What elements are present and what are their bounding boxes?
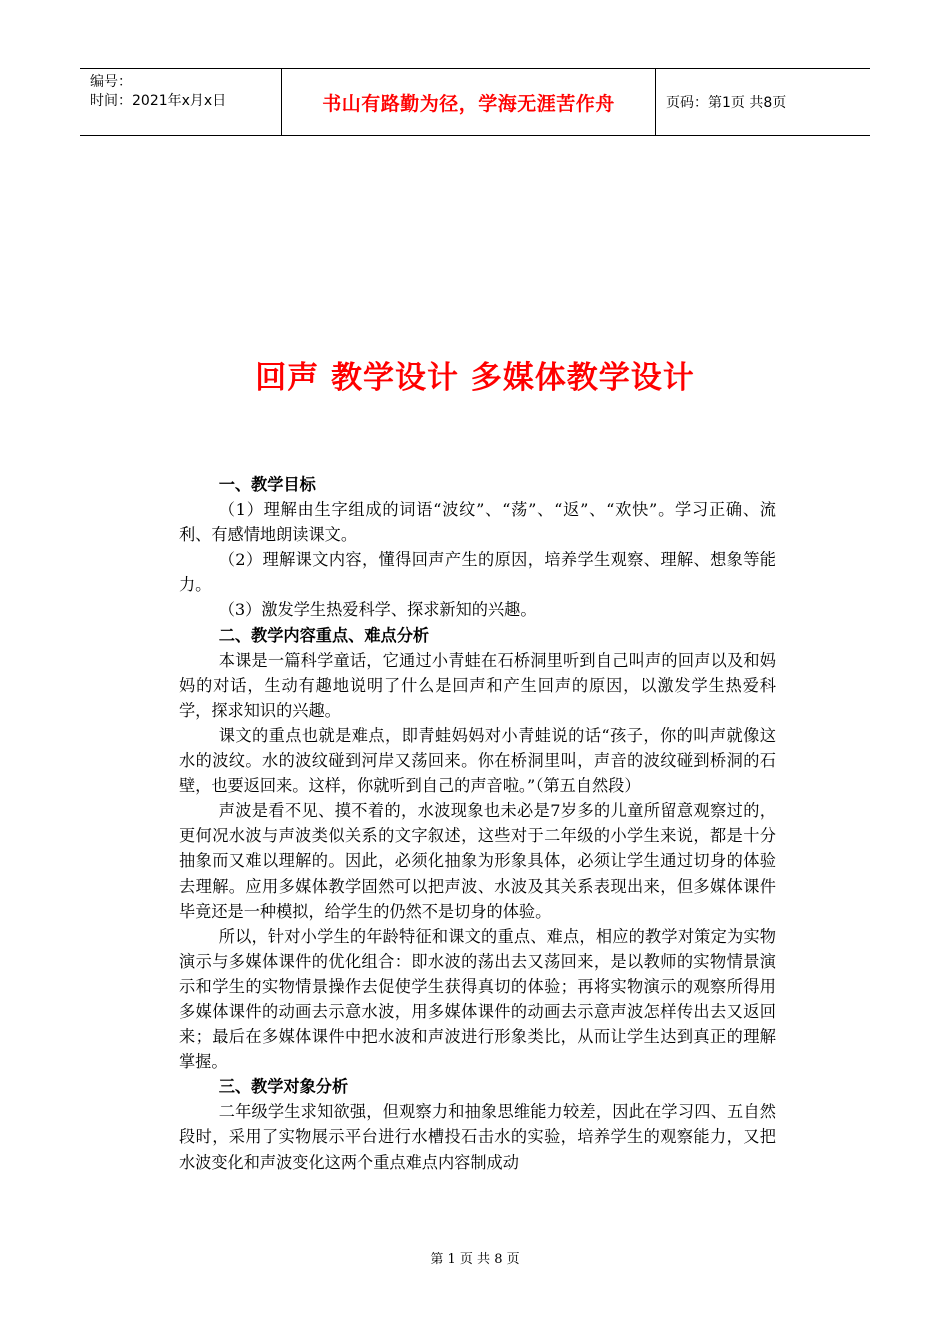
section-heading-audience: 三、教学对象分析 [218, 1077, 349, 1097]
paragraph: 声波是看不见、摸不着的，水波现象也未必是7岁多的儿童所留意观察过的，更何况水波与声波类似关系的文字叙述，这些对于二年级的小学生来说，都是十分抽象而又难以理解的。因此，必须化抽象为形象具体，必须让学生通过切身的体验去理解。应用多媒体教学固然可以把声波、水波及其关系表现出来，但多媒体课件毕竟还是一种模拟，给学生的仍然不是切身的体验。 [179, 801, 776, 921]
paragraph: 课文的重点也就是难点，即青蛙妈妈对小青蛙说的话“孩子，你的叫声就像这水的波纹。水的波纹碰到河岸又荡回来。你在桥洞里叫，声音的波纹碰到桥洞的石壁，也要返回来。这样，你就听到自己的声音啦。”（第五自然段） [179, 725, 776, 796]
header-meta [80, 69, 282, 135]
document-body [179, 472, 776, 1175]
page-header [80, 68, 870, 136]
header-page-info: 页码：第1页 共8页 [666, 95, 787, 111]
paragraph: 所以，针对小学生的年龄特征和课文的重点、难点，相应的教学对策定为实物演示与多媒体课件的优化组合：即水波的荡出去又荡回来，是以教师的实物情景演示和学生的实物情景操作去促使学生获得真切的体验；再将实物演示的观察所得用多媒体课件的动画去示意水波，用多媒体课件的动画去示意声波怎样传出去又返回来；最后在多媒体课件中把水波和声波进行形象类比，从而让学生达到真正的理解掌握。 [179, 926, 776, 1072]
paragraph: 二年级学生求知欲强，但观察力和抽象思维能力较差，因此在学习四、五自然段时，采用了实物展示平台进行水槽投石击水的实验，培养学生的观察能力，又把水波变化和声波变化这两个重点难点内容制成动 [179, 1102, 776, 1172]
section-heading-key-points: 二、教学内容重点、难点分析 [218, 625, 430, 645]
paragraph: 本课是一篇科学童话，它通过小青蛙在石桥洞里听到自己叫声的回声以及和妈妈的对话，生动有趣地说明了什么是回声和产生回声的原因，以激发学生热爱科学，探求知识的兴趣。 [179, 650, 776, 720]
section-heading-objectives: 一、教学目标 [218, 475, 316, 494]
header-motto: 书山有路勤为径，学海无涯苦作舟 [282, 69, 656, 135]
paragraph: （2）理解课文内容，懂得回声产生的原因，培养学生观察、理解、想象等能力。 [179, 550, 776, 595]
number-label: 编号： [90, 74, 132, 90]
paragraph: （1）理解由生字组成的词语“波纹”、“荡”、“返”、“欢快”。学习正确、流利、有感情地朗读课文。 [179, 500, 776, 545]
paragraph: （3）激发学生热爱科学、探求新知的兴趣。 [218, 600, 537, 620]
page-footer: 第 1 页 共 8 页 [430, 1252, 520, 1267]
document-title: 回声 教学设计 多媒体教学设计 [255, 360, 695, 396]
time-label: 时间：2021年x月x日 [90, 93, 227, 109]
